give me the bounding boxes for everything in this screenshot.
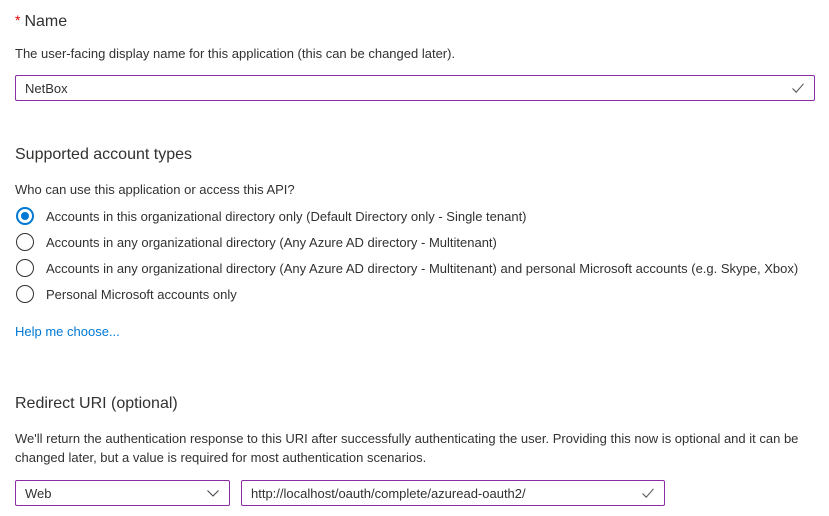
help-me-choose-link[interactable]: Help me choose... bbox=[15, 324, 120, 339]
app-name-input[interactable] bbox=[16, 76, 814, 100]
account-types-title: Supported account types bbox=[15, 146, 193, 163]
radio-option-multitenant-personal[interactable] bbox=[15, 255, 815, 281]
name-section-title bbox=[15, 10, 815, 32]
radio-option-label: Personal Microsoft accounts only bbox=[46, 286, 237, 302]
account-type-radio-group bbox=[15, 203, 815, 307]
account-types-question: Who can use this application or access this API? bbox=[15, 182, 295, 197]
name-section bbox=[15, 10, 815, 101]
radio-option-label: Accounts in any organizational directory (Any Azure AD directory - Multitenant) and personal Microsoft accounts (e.g. Skype, Xbox) bbox=[46, 260, 799, 276]
platform-select[interactable] bbox=[15, 480, 230, 506]
redirect-uri-input[interactable] bbox=[242, 481, 664, 505]
radio-unselected-icon[interactable] bbox=[16, 233, 34, 251]
radio-option-multitenant[interactable] bbox=[15, 229, 815, 255]
radio-option-personal-only[interactable] bbox=[15, 281, 815, 307]
redirect-uri-section bbox=[15, 393, 815, 506]
account-types-section bbox=[15, 144, 815, 341]
radio-unselected-icon[interactable] bbox=[16, 259, 34, 277]
radio-option-label: Accounts in this organizational directory only (Default Directory only - Single tenant) bbox=[46, 208, 527, 224]
chevron-down-icon bbox=[206, 486, 220, 500]
redirect-uri-input-box bbox=[241, 480, 665, 506]
redirect-uri-description: We'll return the authentication response to this URI after successfully authenticating the user. Providing this now is optional and it can be changed later, but a value is required for most authentication scenarios. bbox=[15, 431, 799, 465]
radio-unselected-icon[interactable] bbox=[16, 285, 34, 303]
name-description: The user-facing display name for this application (this can be changed later). bbox=[15, 46, 456, 61]
radio-option-label: Accounts in any organizational directory (Any Azure AD directory - Multitenant) bbox=[46, 234, 497, 250]
platform-select-value: Web bbox=[25, 485, 52, 501]
name-input-box bbox=[15, 75, 815, 101]
redirect-uri-row bbox=[15, 480, 815, 506]
radio-option-single-tenant[interactable] bbox=[15, 203, 815, 229]
name-title-text: Name bbox=[24, 13, 68, 30]
radio-selected-icon[interactable] bbox=[16, 207, 34, 225]
required-marker: * bbox=[15, 12, 21, 28]
redirect-uri-title: Redirect URI (optional) bbox=[15, 395, 178, 412]
